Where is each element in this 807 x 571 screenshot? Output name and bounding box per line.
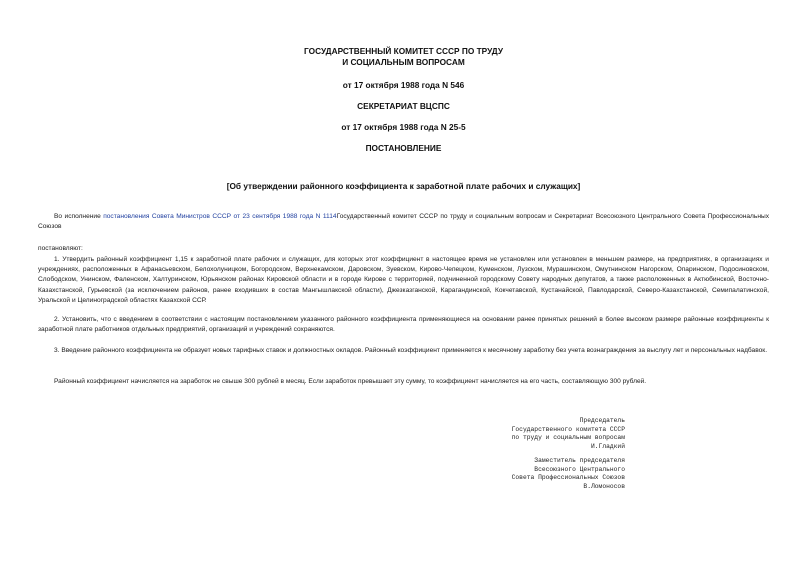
- note-text: Районный коэффициент начисляется на заработок не свыше 300 рублей в месяц. Если заработок превышает эту сумму, то коэффициент начисляется на его часть, составляющую 300 рублей.: [54, 378, 647, 385]
- signature-name: И.Гладкий: [590, 442, 625, 450]
- signature-line: Государственного комитета СССР: [511, 425, 625, 433]
- item-2-text: 2. Установить, что с введением в соответствии с настоящим постановлением указанного районного коэффициента применяющиеся на основании ранее принятых решений в более высоком размере районные коэффициенты к заработной плате работников отдельных предприятий, организаций и учреждений сохраняются.: [38, 316, 769, 334]
- intro-prefix: Во исполнение: [54, 213, 104, 220]
- item-2: [38, 315, 769, 335]
- note-paragraph: [38, 377, 769, 387]
- decree-word: [38, 244, 769, 254]
- header-date-2: от 17 октября 1988 года N 25-5: [341, 122, 466, 132]
- decree-word-text: постановляют:: [38, 245, 83, 252]
- intro-paragraph: [38, 212, 769, 232]
- signature-block-1: [420, 417, 625, 451]
- signature-name: В.Ломоносов: [583, 482, 625, 490]
- item-3-text: 3. Введение районного коэффициента не образует новых тарифных ставок и должностных окладов. Районный коэффициент применяется к месячному заработку без учета вознаграждения за выслугу лет и персональных надбавок.: [54, 347, 768, 354]
- item-1: [38, 255, 769, 306]
- header-committee: [0, 46, 807, 68]
- signature-line: Совета Профессиональных Союзов: [511, 474, 625, 482]
- document-type: ПОСТАНОВЛЕНИЕ: [365, 143, 442, 153]
- signature-line: по труду и социальным вопросам: [511, 434, 625, 442]
- signature-block-2: [420, 457, 625, 491]
- decree-link[interactable]: постановления Совета Министров СССР от 23 сентября 1988 года N 1114: [103, 213, 337, 220]
- item-3: [38, 346, 769, 356]
- header-line-2: И СОЦИАЛЬНЫМ ВОПРОСАМ: [342, 57, 465, 67]
- signature-line: Председатель: [579, 417, 625, 424]
- signature-line: Всесоюзного Центрального: [534, 465, 625, 473]
- signature-line: Заместитель председателя: [534, 457, 625, 464]
- header-line-1: ГОСУДАРСТВЕННЫЙ КОМИТЕТ СССР ПО ТРУДУ: [304, 46, 503, 56]
- document-title: [Об утверждении районного коэффициента к заработной плате рабочих и служащих]: [226, 181, 581, 191]
- header-org-2: СЕКРЕТАРИАТ ВЦСПС: [357, 101, 450, 111]
- header-date-1: от 17 октября 1988 года N 546: [342, 80, 465, 90]
- item-1-text: 1. Утвердить районный коэффициент 1,15 к заработной плате рабочих и служащих, для которых этот коэффициент в настоящее время не установлен или установлен в меньшем размере, на предприятиях, в организациях и учреждениях, расположенных в Афанасьевском, Белохолуницком, Богородском, Верхнекамском, Даровском, Зуевском, Кирово-Чепецком, Куменском, Лузском, Мурашинском, Омутнинском Нагорском, Опаринском, Подосиновском, Слободском, Унинском, Фаленском, Халтуринском, Юрьянском районах Кировской области и в городе Кирове с территорией, подчиненной городскому Совету народных депутатов, а также расположенных в Актюбинской, Восточно-Казахстанской, Гурьевской (за исключением районов, ранее входивших в состав Мангышлакской области), Джезказганской, Карагандинской, Кокчетавской, Кустанайской, Павлодарской, Северо-Казахстанской, Семипалатинской, Уральской и Целиноградской областях Казахской ССР.: [38, 256, 769, 304]
- intro-suffix: Государственный комитет СССР по труду и социальным вопросам и Секретариат Всесоюзного Центрального Совета Профессиональных Союзов: [38, 213, 770, 231]
